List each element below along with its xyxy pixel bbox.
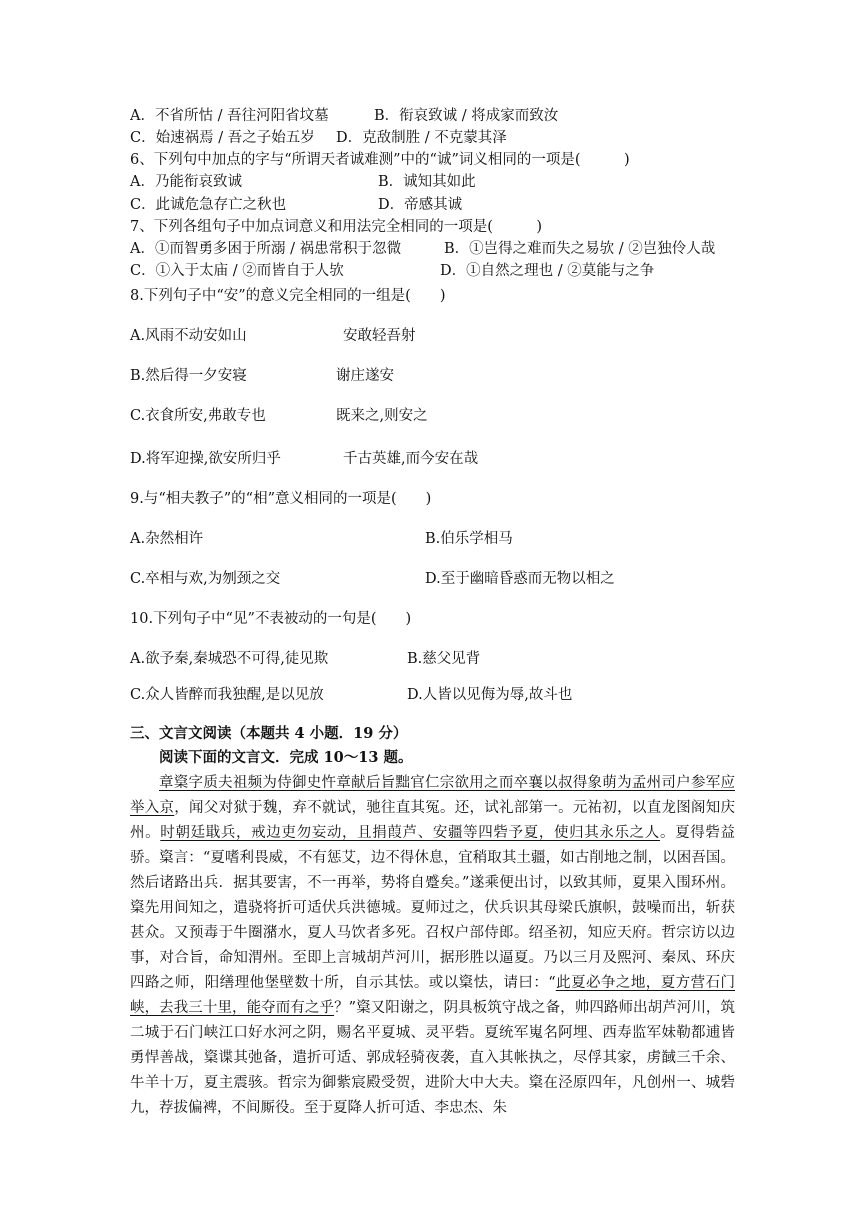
q5-option-b: B．衔哀致诚 / 将成家而致汝: [374, 108, 559, 124]
q7-stem: 7、下列各组句子中加点词意义和用法完全相同的一项是( ): [130, 219, 543, 235]
q10-option-a: A.欲予秦,秦城恐不可得,徒见欺: [130, 651, 329, 667]
q10-option-b: B.慈父见背: [407, 651, 481, 667]
q9-option-d: D.至于幽暗昏惑而无物以相之: [425, 571, 615, 587]
q10-option-c: C.众人皆醉而我独醒,是以见放: [130, 687, 324, 703]
q9-stem: 9.与“相夫教子”的“相”意义相同的一项是( ): [130, 491, 432, 507]
q10-option-d: D.人皆以见侮为辱,故斗也: [407, 687, 573, 703]
underlined-sentence-1: 章楶字质夫祖频为侍御史忤章献后旨黜官仁宗欲用之而卒襄以叔得象萌为孟州司户参军应举入京: [130, 775, 735, 816]
q8-option-b-left: B.然后得一夕安寝: [130, 368, 247, 384]
q8-row-a: [130, 326, 416, 346]
q7-option-d: D．①自然之理也 / ②莫能与之争: [440, 263, 655, 279]
q8-option-b-right: 谢庄遂安: [336, 368, 394, 384]
q8-option-c-right: 既来之,则安之: [336, 408, 428, 424]
passage-text-3: ？”楶又阳谢之，阴具板筑守战之备，帅四路师出胡芦河川，筑二城于石门峡江口好水河之阴，赐名平夏城、灵平砦。夏统军嵬名阿埋、西寿监军妹勒都逋皆勇悍善战，楶谍其弛备，遣折可适、郭成轻骑夜袭，直入其帐执之，尽俘其家，虏馘三千余、牛羊十万，夏主震骇。哲宗为御紫宸殿受贺，进阶大中大夫。楶在泾原四年，凡创州一、城砦九，荐拔偏裨，不间厮役。至于夏降人折可适、李忠杰、朱: [130, 1000, 735, 1116]
q5-option-d: D．克敌制胜 / 不克蒙其泽: [336, 130, 507, 146]
passage-text-1: ，闻父对狱于魏，弃不就试，驰往直其冤。还，试礼部第一。元祐初，以直龙图阁知庆州。: [130, 800, 736, 841]
q6-option-d: D．帝感其诚: [378, 197, 463, 213]
q5-option-a: A．不省所怙 / 吾往河阳省坟墓: [130, 108, 329, 124]
q9-options-ab: [130, 529, 513, 549]
q8-stem: 8.下列句子中“安”的意义完全相同的一组是( ): [130, 288, 446, 304]
q8-row-d: [130, 449, 479, 469]
q6-option-c: C．此诚危急存亡之秋也: [130, 197, 287, 213]
q10-options-cd: [130, 685, 573, 705]
q8-row-c: [130, 406, 428, 426]
q6-option-b: B．诚知其如此: [378, 174, 476, 190]
q7-options-ab: [130, 239, 716, 259]
q8-option-a-right: 安敢轻吾射: [343, 328, 416, 344]
passage-paragraph: [130, 771, 735, 1121]
q7-options-cd: [130, 261, 655, 281]
q9-option-b: B.伯乐学相马: [425, 531, 513, 547]
q7-option-b: B．①岂得之难而失之易欤 / ②岂独伶人哉: [444, 241, 716, 257]
q9-options-cd: [130, 569, 615, 589]
q6-options-ab: [130, 172, 476, 192]
underlined-sentence-3: 此夏必争之地，夏方营石门峡，去我三十里，能夺而有之乎: [130, 975, 735, 1016]
q5-option-c: C．始速祸焉 / 吾之子始五岁: [130, 130, 315, 146]
section-heading: 三、文言文阅读（本题共 4 小题．19 分）: [130, 725, 408, 742]
q6-option-a: A．乃能衔哀致诚: [130, 174, 242, 190]
section-instruction: 阅读下面的文言文．完成 10～13 题。: [159, 749, 413, 766]
q5-options-ab: [130, 106, 559, 126]
passage-text-2: 。夏得砦益骄。楶言：“夏嗜利畏威，不有惩艾，边不得休息，宜稍取其土疆，如古削地之制，以困吾国。然后诸路出兵．据其要害，不一再举，势将自蹙矣。”遂乘便出讨，以致其师，夏果入围环州。楶先用间知之，遣骁将折可适伏兵洪德城。夏师过之，伏兵识其母梁氏旗帜，鼓噪而出，斩获甚众。又预毒于牛圈潴水，夏人马饮者多死。召权户部侍郎。绍圣初，知应天府。哲宗访以边事，对合旨，命知渭州。至即上言城胡芦河川，据形胜以逼夏。乃以三月及熙河、秦凤、环庆四路之师，阳缮理他堡壁数十所，自示其怯。或以楶怯，请曰：“: [130, 825, 736, 991]
q8-option-c-left: C.衣食所安,弗敢专也: [130, 408, 266, 424]
q10-options-ab: [130, 649, 481, 669]
q6-options-cd: [130, 195, 463, 215]
q6-stem: 6、下列句中加点的字与“所谓天者诚难测”中的“诚”词义相同的一项是( ): [130, 152, 630, 168]
classical-passage: [130, 771, 735, 1121]
q8-option-d-right: 千古英雄,而今安在哉: [343, 451, 479, 467]
q8-option-a-left: A.风雨不动安如山: [130, 328, 247, 344]
q9-option-a: A.杂然相许: [130, 531, 204, 547]
q7-option-c: C．①入于太庙 / ②而皆自于人欤: [130, 263, 344, 279]
q7-option-a: A．①而智勇多困于所溺 / 祸患常积于忽微: [130, 241, 402, 257]
q8-row-b: [130, 366, 394, 386]
underlined-sentence-2: 时朝廷戢兵，戒边吏勿妄动，且捐葭芦、安疆等四砦予夏，使归其永乐之人: [160, 825, 660, 841]
q10-stem: 10.下列句子中“见”不表被动的一句是( ): [130, 611, 412, 627]
q8-option-d-left: D.将军迎操,欲安所归乎: [130, 451, 281, 467]
q5-options-cd: [130, 128, 507, 148]
q9-option-c: C.卒相与欢,为刎颈之交: [130, 571, 281, 587]
